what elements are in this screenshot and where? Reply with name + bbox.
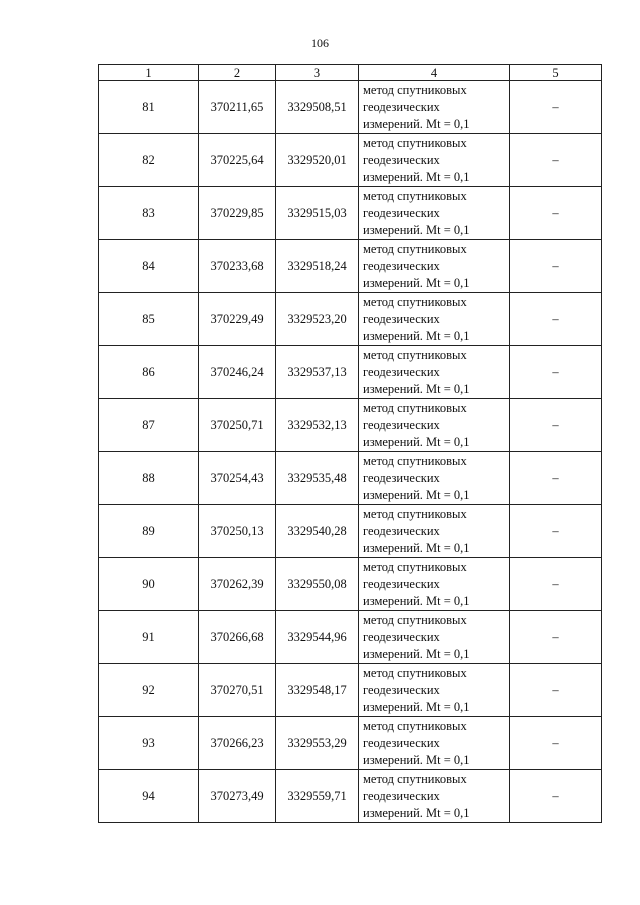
y-coordinate-cell: 3329508,51: [276, 81, 359, 134]
table-row: [99, 717, 602, 770]
method-text-line: измерений. Mt = 0,1: [363, 805, 470, 820]
table-row: [99, 452, 602, 505]
method-text-line: измерений. Mt = 0,1: [363, 328, 470, 343]
x-coordinate-cell: 370225,64: [199, 134, 276, 187]
method-text-line: измерений. Mt = 0,1: [363, 646, 470, 661]
method-text-line: измерений. Mt = 0,1: [363, 275, 470, 290]
method-text-line: измерений. Mt = 0,1: [363, 381, 470, 396]
table-row: [99, 346, 602, 399]
point-number-cell: 83: [99, 187, 199, 240]
method-text-line: геодезических: [363, 205, 440, 220]
method-text-line: геодезических: [363, 788, 440, 803]
note-cell: –: [510, 664, 602, 717]
y-coordinate-cell: 3329537,13: [276, 346, 359, 399]
x-coordinate-cell: 370266,68: [199, 611, 276, 664]
header-col-1: 1: [99, 65, 199, 81]
note-cell: –: [510, 770, 602, 823]
x-coordinate-cell: 370229,49: [199, 293, 276, 346]
method-cell: [359, 664, 510, 717]
method-cell: [359, 505, 510, 558]
note-cell: –: [510, 611, 602, 664]
method-cell: [359, 187, 510, 240]
method-text-line: измерений. Mt = 0,1: [363, 169, 470, 184]
method-text-line: метод спутниковых: [363, 241, 467, 256]
method-text-line: измерений. Mt = 0,1: [363, 222, 470, 237]
header-col-2: 2: [199, 65, 276, 81]
method-text-line: метод спутниковых: [363, 665, 467, 680]
x-coordinate-cell: 370273,49: [199, 770, 276, 823]
note-cell: –: [510, 452, 602, 505]
method-text-line: геодезических: [363, 152, 440, 167]
y-coordinate-cell: 3329553,29: [276, 717, 359, 770]
method-text-line: метод спутниковых: [363, 82, 467, 97]
y-coordinate-cell: 3329523,20: [276, 293, 359, 346]
note-cell: –: [510, 399, 602, 452]
header-col-4: 4: [359, 65, 510, 81]
method-text-line: геодезических: [363, 99, 440, 114]
note-cell: –: [510, 134, 602, 187]
method-text-line: метод спутниковых: [363, 294, 467, 309]
y-coordinate-cell: 3329559,71: [276, 770, 359, 823]
y-coordinate-cell: 3329518,24: [276, 240, 359, 293]
point-number-cell: 89: [99, 505, 199, 558]
x-coordinate-cell: 370246,24: [199, 346, 276, 399]
y-coordinate-cell: 3329550,08: [276, 558, 359, 611]
y-coordinate-cell: 3329544,96: [276, 611, 359, 664]
method-cell: [359, 611, 510, 664]
table-header-row: [99, 65, 602, 81]
note-cell: –: [510, 558, 602, 611]
note-cell: –: [510, 717, 602, 770]
method-text-line: метод спутниковых: [363, 188, 467, 203]
method-text-line: измерений. Mt = 0,1: [363, 434, 470, 449]
table-row: [99, 293, 602, 346]
method-text-line: геодезических: [363, 682, 440, 697]
point-number-cell: 90: [99, 558, 199, 611]
method-text-line: измерений. Mt = 0,1: [363, 116, 470, 131]
table-row: [99, 399, 602, 452]
table-row: [99, 134, 602, 187]
note-cell: –: [510, 240, 602, 293]
method-text-line: метод спутниковых: [363, 400, 467, 415]
note-cell: –: [510, 293, 602, 346]
method-text-line: измерений. Mt = 0,1: [363, 699, 470, 714]
x-coordinate-cell: 370233,68: [199, 240, 276, 293]
method-text-line: геодезических: [363, 364, 440, 379]
y-coordinate-cell: 3329520,01: [276, 134, 359, 187]
method-text-line: метод спутниковых: [363, 718, 467, 733]
note-cell: –: [510, 346, 602, 399]
method-cell: [359, 134, 510, 187]
point-number-cell: 86: [99, 346, 199, 399]
y-coordinate-cell: 3329532,13: [276, 399, 359, 452]
point-number-cell: 91: [99, 611, 199, 664]
point-number-cell: 82: [99, 134, 199, 187]
method-text-line: геодезических: [363, 629, 440, 644]
table-row: [99, 81, 602, 134]
header-col-5: 5: [510, 65, 602, 81]
method-text-line: метод спутниковых: [363, 453, 467, 468]
method-text-line: метод спутниковых: [363, 771, 467, 786]
page-number: 106: [311, 36, 329, 50]
table-row: [99, 505, 602, 558]
x-coordinate-cell: 370250,13: [199, 505, 276, 558]
y-coordinate-cell: 3329535,48: [276, 452, 359, 505]
point-number-cell: 85: [99, 293, 199, 346]
point-number-cell: 87: [99, 399, 199, 452]
method-cell: [359, 346, 510, 399]
method-text-line: метод спутниковых: [363, 612, 467, 627]
table-row: [99, 240, 602, 293]
x-coordinate-cell: 370262,39: [199, 558, 276, 611]
method-cell: [359, 399, 510, 452]
note-cell: –: [510, 505, 602, 558]
point-number-cell: 94: [99, 770, 199, 823]
method-text-line: метод спутниковых: [363, 135, 467, 150]
method-cell: [359, 717, 510, 770]
header-col-3: 3: [276, 65, 359, 81]
point-number-cell: 88: [99, 452, 199, 505]
method-text-line: метод спутниковых: [363, 347, 467, 362]
method-cell: [359, 81, 510, 134]
method-text-line: геодезических: [363, 735, 440, 750]
point-number-cell: 92: [99, 664, 199, 717]
method-text-line: метод спутниковых: [363, 506, 467, 521]
y-coordinate-cell: 3329548,17: [276, 664, 359, 717]
point-number-cell: 84: [99, 240, 199, 293]
method-text-line: геодезических: [363, 470, 440, 485]
x-coordinate-cell: 370250,71: [199, 399, 276, 452]
coordinates-table: [98, 64, 602, 823]
table-row: [99, 664, 602, 717]
y-coordinate-cell: 3329515,03: [276, 187, 359, 240]
x-coordinate-cell: 370229,85: [199, 187, 276, 240]
method-text-line: геодезических: [363, 576, 440, 591]
method-cell: [359, 558, 510, 611]
method-cell: [359, 293, 510, 346]
table-row: [99, 558, 602, 611]
x-coordinate-cell: 370266,23: [199, 717, 276, 770]
table-row: [99, 611, 602, 664]
point-number-cell: 81: [99, 81, 199, 134]
method-text-line: измерений. Mt = 0,1: [363, 487, 470, 502]
table-row: [99, 187, 602, 240]
table-row: [99, 770, 602, 823]
method-text-line: измерений. Mt = 0,1: [363, 752, 470, 767]
method-text-line: метод спутниковых: [363, 559, 467, 574]
method-cell: [359, 240, 510, 293]
method-text-line: геодезических: [363, 523, 440, 538]
x-coordinate-cell: 370254,43: [199, 452, 276, 505]
point-number-cell: 93: [99, 717, 199, 770]
method-cell: [359, 452, 510, 505]
method-text-line: геодезических: [363, 417, 440, 432]
table-body: [99, 81, 602, 823]
x-coordinate-cell: 370211,65: [199, 81, 276, 134]
method-text-line: измерений. Mt = 0,1: [363, 540, 470, 555]
method-text-line: измерений. Mt = 0,1: [363, 593, 470, 608]
x-coordinate-cell: 370270,51: [199, 664, 276, 717]
y-coordinate-cell: 3329540,28: [276, 505, 359, 558]
note-cell: –: [510, 187, 602, 240]
method-text-line: геодезических: [363, 258, 440, 273]
method-text-line: геодезических: [363, 311, 440, 326]
note-cell: –: [510, 81, 602, 134]
method-cell: [359, 770, 510, 823]
